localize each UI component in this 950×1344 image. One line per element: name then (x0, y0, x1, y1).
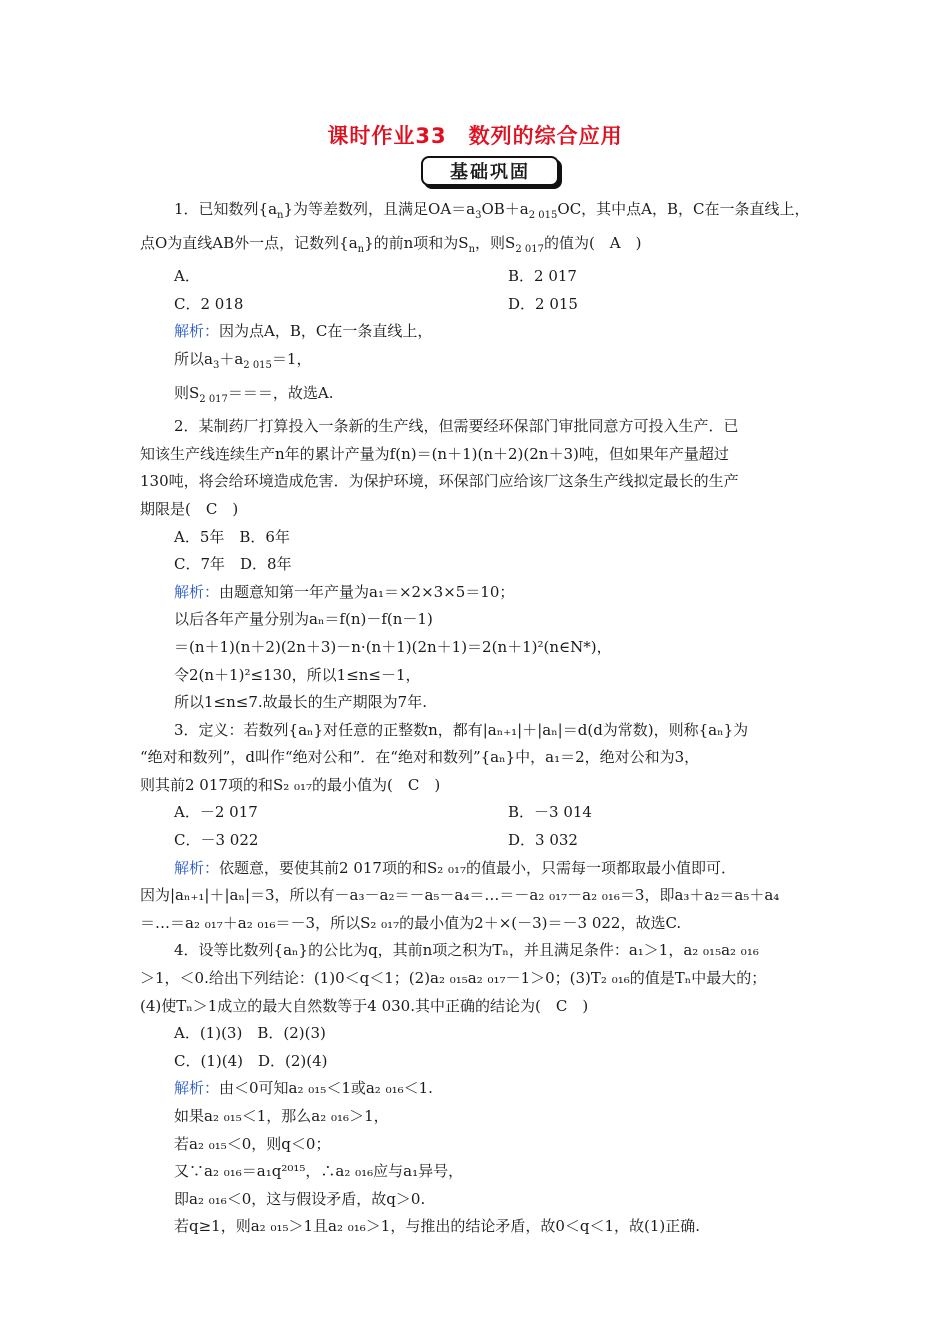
q2-solution-line5: 所以1≤n≤7.故最长的生产期限为7年. (174, 693, 427, 712)
q1-solution-line2: 所以$a_3+a_{2 015}=1$， (174, 349, 312, 371)
q1-option-b: B．2 017 (508, 267, 577, 286)
q3-solution-line1: 解析：依题意，要使其前2 017项的和S₂ ₀₁₇的值最小，只需每一项都取最小值即可． (174, 858, 737, 877)
q3-stem-line1: 3．定义：若数列{aₙ}对任意的正整数n，都有|aₙ₊₁|＋|aₙ|＝d(d为常数)，则称{aₙ}为 (174, 720, 749, 739)
q3-solution-line2: 因为|aₙ₊₁|＋|aₙ|＝3，所以有－a₃－a₂＝－a₅－a₄＝…＝－a₂ ₀₁₇－a₂ ₀₁₆＝3，即a₃＋a₂＝a₅＋a₄ (140, 886, 780, 905)
q1-solution-line3: 则$S_{2 017}===$，故选A. (174, 383, 334, 405)
q1-options-ab (140, 263, 820, 291)
q4-solution-line5: 即a₂ ₀₁₆＜0，这与假设矛盾，故q＞0. (174, 1189, 426, 1208)
q2-solution-line1: 解析：由题意知第一年产量为a₁＝×2×3×5＝10； (174, 582, 515, 601)
q2-solution-line3: ＝(n＋1)(n＋2)(2n＋3)－n·(n＋1)(2n＋1)＝2(n＋1)²(n∈N*)， (174, 637, 612, 656)
q4-options-ab: A．(1)(3) B．(2)(3) (174, 1024, 326, 1043)
q1-option-c: C．2 018 (174, 294, 244, 313)
q4-solution-line3: 若a₂ ₀₁₅＜0，则q＜0； (174, 1134, 331, 1153)
q4-stem-line3: (4)使Tₙ＞1成立的最大自然数等于4 030.其中正确的结论为( C ) (140, 996, 589, 1015)
q1-solution-line1: 解析：因为点A，B，C在一条直线上， (174, 322, 433, 341)
q1-option-d: D．2 015 (508, 294, 578, 313)
q3-option-a: A．－2 017 (174, 803, 258, 822)
q4-stem-line1: 4．设等比数列{aₙ}的公比为q，其前n项之积为Tₙ，并且满足条件：a₁＞1，a₂ ₀₁₅a₂ ₀₁₆ (174, 941, 759, 960)
q2-stem-line2: 知该生产线连续生产n年的累计产量为f(n)＝(n＋1)(n＋2)(2n＋3)吨，但如果年产量超过 (140, 444, 729, 463)
q4-solution-line1: 解析：由＜0可知a₂ ₀₁₅＜1或a₂ ₀₁₆＜1. (174, 1079, 433, 1098)
q1-stem-line2: 点O为直线AB外一点，记数列$\{a_n\}$的前n项和为$S_n$，则$S_{2 017}$的值为( A ) (140, 233, 642, 255)
q4-solution-line6: 若q≥1，则a₂ ₀₁₅＞1且a₂ ₀₁₆＞1，与推出的结论矛盾，故0＜q＜1，故(1)正确. (174, 1217, 701, 1236)
q2-solution-line2: 以后各年产量分别为aₙ＝f(n)－f(n－1) (174, 610, 433, 629)
q4-solution-line4: 又∵a₂ ₀₁₆＝a₁q²⁰¹⁵，∴a₂ ₀₁₆应与a₁异号， (174, 1162, 464, 1181)
q4-stem-line2: ＞1，＜0.给出下列结论：(1)0＜q＜1；(2)a₂ ₀₁₅a₂ ₀₁₇－1＞0；(3)T₂ ₀₁₆的值是Tₙ中最大的； (140, 969, 767, 988)
q4-options-cd: C．(1)(4) D．(2)(4) (174, 1051, 328, 1070)
solution-label: 解析： (174, 1079, 220, 1098)
q3-options-cd (140, 827, 820, 855)
q3-stem-line3: 则其前2 017项的和S₂ ₀₁₇的最小值为( C ) (140, 775, 441, 794)
q2-stem-line4: 期限是( C ) (140, 499, 239, 518)
solution-label: 解析： (174, 322, 220, 341)
q3-option-c: C．－3 022 (174, 831, 259, 850)
q1-options-cd (140, 291, 820, 319)
section-badge: 基础巩固 (421, 156, 559, 186)
q2-solution-line4: 令2(n＋1)²≤130，所以1≤n≤－1， (174, 665, 421, 684)
q1-stem-line1: 1．已知数列$\{a_n\}$为等差数列，且满足$OA=a_3OB+a_{2 015}OC$，其中点A，B，C在一条直线上， (174, 200, 810, 221)
content (140, 196, 820, 1241)
solution-label: 解析： (174, 858, 220, 877)
q3-option-d: D．3 032 (508, 831, 578, 850)
page-title: 课时作业33 数列的综合应用 (327, 124, 623, 148)
q2-stem-line3: 130吨，将会给环境造成危害．为保护环境，环保部门应给该厂这条生产线拟定最长的生产 (140, 472, 739, 491)
q2-options-ab: A．5年 B．6年 (174, 527, 290, 546)
q2-stem-line1: 2．某制药厂打算投入一条新的生产线，但需要经环保部门审批同意方可投入生产．已 (174, 417, 739, 436)
q3-solution-line3: ＝…＝a₂ ₀₁₇＋a₂ ₀₁₆＝－3，所以S₂ ₀₁₇的最小值为2＋×(－3)＝－3 022，故选C. (140, 913, 682, 932)
q2-options-cd: C．7年 D．8年 (174, 555, 292, 574)
solution-label: 解析： (174, 582, 220, 601)
q1-option-a: A． (174, 267, 200, 286)
q4-solution-line2: 如果a₂ ₀₁₅＜1，那么a₂ ₀₁₆＞1， (174, 1107, 389, 1125)
q3-options-ab (140, 799, 820, 827)
q3-stem-line2: “绝对和数列”，d叫作“绝对公和”．在“绝对和数列”{aₙ}中，a₁＝2，绝对公和为3， (140, 748, 700, 767)
q3-option-b: B．－3 014 (508, 803, 592, 822)
